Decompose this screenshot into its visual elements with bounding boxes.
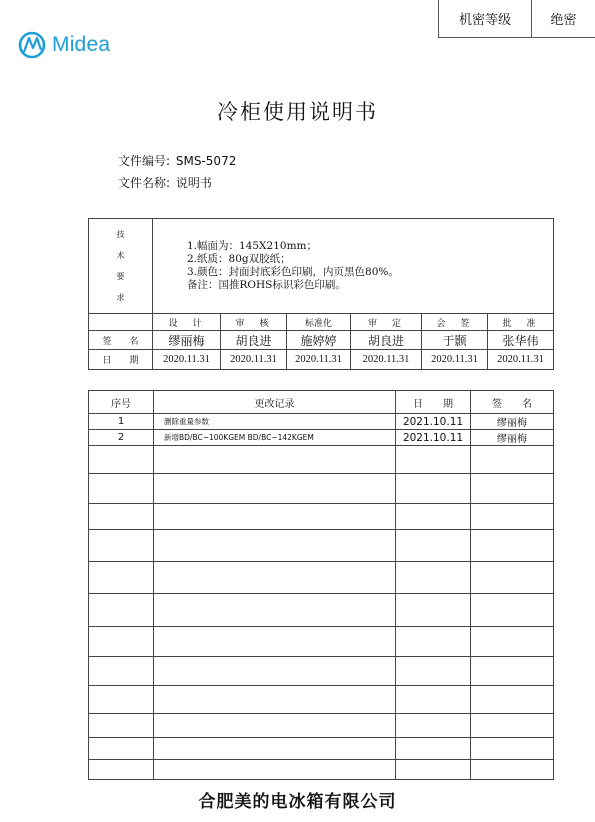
- signer-name: 于颢: [422, 331, 488, 350]
- row-no: 2: [89, 430, 154, 446]
- requirement-line: 3.颜色：封面封底彩色印刷，内页黑色80%。: [187, 266, 399, 278]
- empty-row: [89, 686, 554, 714]
- empty-row: [89, 474, 554, 504]
- req-label-char: 术: [116, 251, 125, 260]
- confidentiality-value: 绝密: [550, 13, 577, 28]
- requirement-line: 1.幅面为：145X210mm；: [187, 240, 317, 252]
- empty-row: [89, 446, 554, 474]
- sign-date: 2020.11.31: [422, 350, 488, 370]
- table-row: [89, 414, 554, 430]
- doc-number-value: SMS-5072: [175, 154, 237, 168]
- table-row: [89, 430, 554, 446]
- empty-row: [89, 657, 554, 686]
- doc-name-label: 文件名称:: [118, 176, 171, 190]
- header-design: 设 计: [153, 314, 221, 331]
- doc-name-line: [118, 174, 212, 191]
- col-header-record: 更改记录: [154, 391, 396, 414]
- confidentiality-box: [438, 0, 595, 38]
- sign-label: 签 名: [89, 331, 153, 350]
- req-label-char: 技: [116, 230, 125, 239]
- header-approve-final: 审 定: [351, 314, 422, 331]
- header-blank: [89, 314, 153, 331]
- row-date: 2021.10.11: [396, 430, 471, 446]
- col-header-date: 日 期: [396, 391, 471, 414]
- col-header-sign: 签 名: [471, 391, 554, 414]
- row-no: 1: [89, 414, 154, 430]
- empty-row: [89, 738, 554, 760]
- tech-requirements-table: [88, 218, 554, 370]
- sign-date: 2020.11.31: [488, 350, 554, 370]
- row-sign: 缪丽梅: [471, 414, 554, 430]
- row-sign: 缪丽梅: [471, 430, 554, 446]
- requirements-content: [153, 219, 554, 314]
- col-header-no: 序号: [89, 391, 154, 414]
- requirement-line: 2.纸质：80g双胶纸；: [187, 253, 291, 265]
- req-label-char: 要: [116, 272, 125, 281]
- company-name: 合肥美的电冰箱有限公司: [198, 792, 397, 812]
- row-record: 新增BD/BC−100KGEM BD/BC−142KGEM: [154, 430, 396, 446]
- row-date: 2021.10.11: [396, 414, 471, 430]
- confidentiality-label: 机密等级: [439, 0, 532, 37]
- header-countersign: 会 签: [422, 314, 488, 331]
- document-title: 冷柜使用说明书: [217, 100, 378, 124]
- signer-name: 缪丽梅: [153, 331, 221, 350]
- midea-logo-text: Midea: [52, 33, 111, 56]
- req-label-char: 求: [116, 293, 125, 302]
- empty-row: [89, 504, 554, 530]
- sign-date: 2020.11.31: [221, 350, 287, 370]
- empty-row: [89, 760, 554, 780]
- requirements-label: [89, 219, 153, 314]
- doc-name-value: 说明书: [175, 176, 212, 190]
- empty-row: [89, 530, 554, 562]
- signer-name: 张华伟: [488, 331, 554, 350]
- header-standard: 标准化: [287, 314, 351, 331]
- header-authorize: 批 准: [488, 314, 554, 331]
- header-review: 审 核: [221, 314, 287, 331]
- row-record: 删除重量参数: [154, 414, 396, 430]
- signer-name: 施婷婷: [287, 331, 351, 350]
- empty-row: [89, 562, 554, 594]
- empty-row: [89, 594, 554, 627]
- midea-logo: [18, 30, 111, 60]
- sign-date: 2020.11.31: [153, 350, 221, 370]
- signer-name: 胡良进: [351, 331, 422, 350]
- signer-name: 胡良进: [221, 331, 287, 350]
- midea-logo-icon: [18, 30, 54, 60]
- change-record-table: [88, 390, 554, 780]
- empty-row: [89, 714, 554, 738]
- sign-date: 2020.11.31: [287, 350, 351, 370]
- doc-number-label: 文件编号:: [118, 154, 171, 168]
- empty-row: [89, 627, 554, 657]
- date-label: 日 期: [89, 350, 153, 370]
- doc-number-line: [118, 152, 236, 169]
- requirement-line: 备注：国推ROHS标识彩色印刷。: [187, 279, 346, 291]
- sign-date: 2020.11.31: [351, 350, 422, 370]
